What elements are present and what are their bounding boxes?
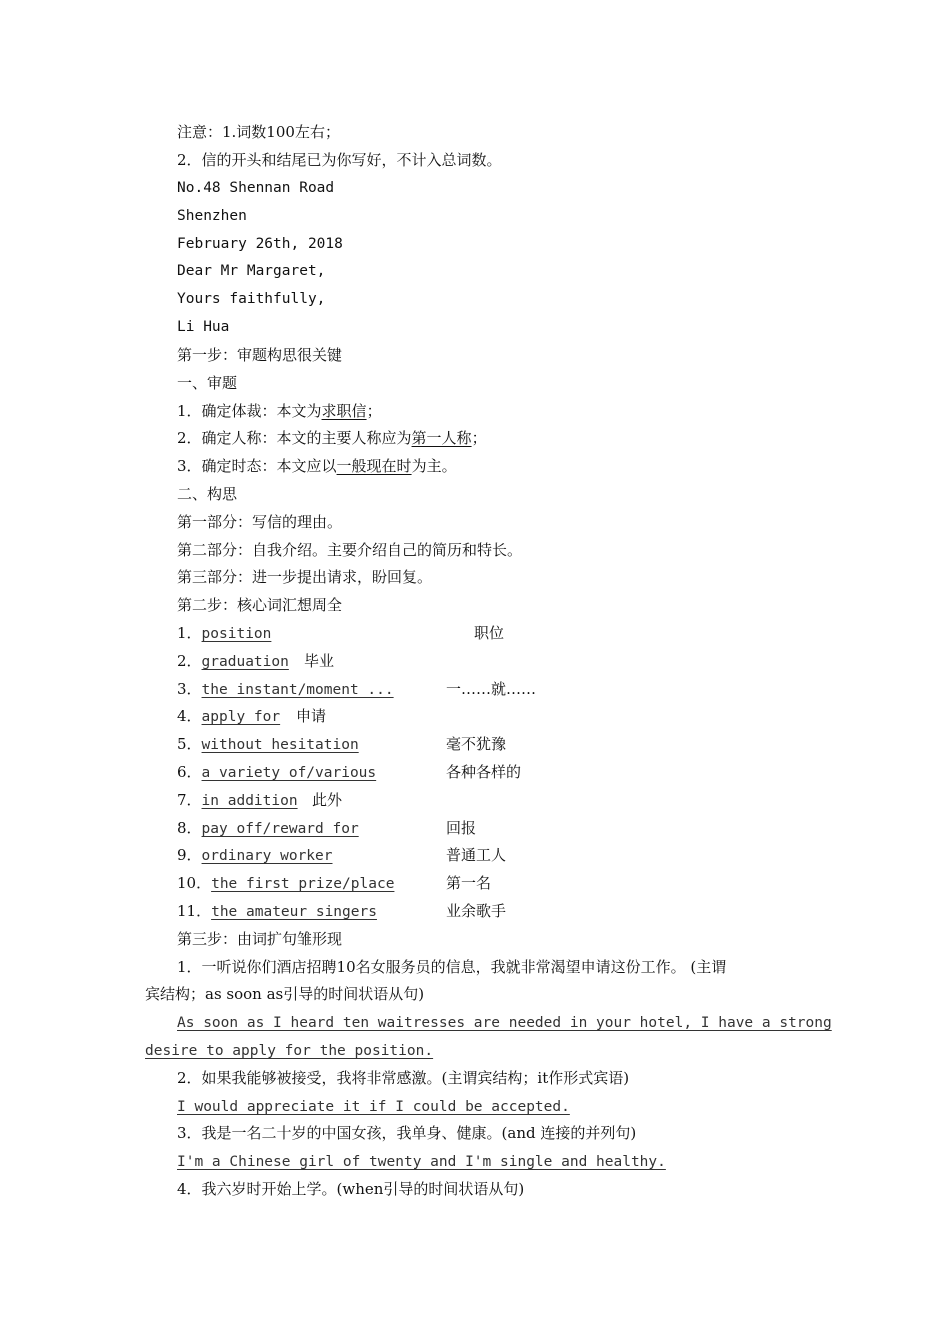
vocab-item	[177, 869, 492, 897]
vocab-meaning: 毫不犹豫	[446, 735, 507, 753]
letter-address-line1: No.48 Shennan Road	[177, 180, 335, 196]
vocab-meaning: 第一名	[446, 874, 492, 892]
sentence1-prompt: 1．一听说你们酒店招聘10名女服务员的信息，我就非常渴望申请这份工作。 (主谓	[177, 958, 727, 976]
vocab-term: position	[201, 626, 272, 642]
vocab-term: ordinary worker	[201, 848, 333, 864]
sentence1-prompt-cont: 宾结构；as soon as引导的时间状语从句)	[145, 985, 425, 1003]
vocab-meaning: 申请	[296, 707, 327, 725]
vocab-item	[177, 647, 335, 675]
review-item-suffix: ；	[471, 429, 487, 447]
letter-closing: Yours faithfully,	[177, 291, 326, 307]
vocab-term: in addition	[201, 793, 298, 809]
sentence1-answer-text: As soon as I heard ten waitresses are needed in your hotel, I have a strong	[177, 1015, 832, 1031]
note-word-count: 注意：1.词数100左右；	[177, 123, 340, 141]
vocab-num: 7．	[177, 791, 202, 809]
letter-date: February 26th, 2018	[177, 236, 343, 252]
plan-part-1: 第一部分：写信的理由。	[177, 513, 343, 531]
vocab-num: 6．	[177, 763, 202, 781]
vocab-item	[177, 619, 505, 647]
vocab-item	[177, 814, 477, 842]
vocab-meaning: 各种各样的	[446, 763, 522, 781]
vocab-num: 1．	[177, 624, 202, 642]
review-item-suffix: 为主。	[411, 457, 457, 475]
vocab-item	[177, 702, 327, 730]
sentence3-prompt: 3．我是一名二十岁的中国女孩，我单身、健康。(and 连接的并列句)	[177, 1124, 637, 1142]
review-item-prefix: 1．确定体裁：本文为	[177, 402, 322, 420]
sentence2-answer-text: I would appreciate it if I could be accepted.	[177, 1099, 570, 1115]
vocab-item	[177, 758, 522, 786]
plan-part-3: 第三部分：进一步提出请求，盼回复。	[177, 568, 433, 586]
letter-address-line2: Shenzhen	[177, 208, 247, 224]
vocab-term: a variety of/various	[201, 765, 377, 781]
vocab-item	[177, 786, 343, 814]
sentence3-answer	[177, 1147, 666, 1175]
vocab-num: 3．	[177, 680, 202, 698]
vocab-item	[177, 675, 537, 703]
letter-salutation: Dear Mr Margaret,	[177, 263, 326, 279]
sentence1-answer	[177, 1008, 832, 1036]
step1-plan-title: 二、构思	[177, 485, 238, 503]
vocab-item	[177, 730, 507, 758]
vocab-term: the instant/moment ...	[201, 682, 394, 698]
vocab-term: apply for	[201, 709, 281, 725]
review-item-prefix: 2．确定人称：本文的主要人称应为	[177, 429, 412, 447]
sentence2-answer	[177, 1092, 570, 1120]
review-item-tense	[177, 452, 457, 480]
review-item-genre	[177, 397, 382, 425]
vocab-term: the first prize/place	[211, 876, 395, 892]
note-letter-format: 2．信的开头和结尾已为你写好，不计入总词数。	[177, 151, 502, 169]
vocab-num: 4．	[177, 707, 202, 725]
review-item-suffix: ；	[366, 402, 382, 420]
plan-part-2: 第二部分：自我介绍。主要介绍自己的简历和特长。	[177, 541, 523, 559]
vocab-meaning: 回报	[446, 819, 477, 837]
sentence2-prompt: 2．如果我能够被接受，我将非常感激。(主谓宾结构；it作形式宾语)	[177, 1069, 630, 1087]
vocab-term: the amateur singers	[211, 904, 377, 920]
vocab-num: 2．	[177, 652, 202, 670]
vocab-term: graduation	[201, 654, 289, 670]
vocab-num: 11．	[177, 902, 212, 920]
vocab-meaning: 业余歌手	[446, 902, 507, 920]
vocab-num: 5．	[177, 735, 202, 753]
vocab-num: 9．	[177, 846, 202, 864]
step1-title: 第一步：审题构思很关键	[177, 346, 343, 364]
review-item-answer: 求职信	[321, 402, 367, 420]
vocab-meaning: 此外	[312, 791, 343, 809]
step3-title: 第三步：由词扩句雏形现	[177, 930, 343, 948]
vocab-meaning: 职位	[474, 624, 505, 642]
vocab-term: pay off/reward for	[201, 821, 359, 837]
review-item-person	[177, 424, 487, 452]
vocab-item	[177, 841, 507, 869]
review-item-answer: 一般现在时	[336, 457, 412, 475]
vocab-meaning: 毕业	[304, 652, 335, 670]
sentence1-answer-text: desire to apply for the position.	[145, 1043, 434, 1059]
step2-title: 第二步：核心词汇想周全	[177, 596, 343, 614]
review-item-answer: 第一人称	[411, 429, 472, 447]
letter-signature: Li Hua	[177, 319, 230, 335]
review-item-prefix: 3．确定时态：本文应以	[177, 457, 337, 475]
sentence1-answer-cont	[145, 1036, 433, 1064]
vocab-meaning: 普通工人	[446, 846, 507, 864]
sentence4-prompt: 4．我六岁时开始上学。(when引导的时间状语从句)	[177, 1180, 525, 1198]
vocab-meaning: 一……就……	[446, 680, 537, 698]
vocab-item	[177, 897, 507, 925]
vocab-num: 8．	[177, 819, 202, 837]
vocab-num: 10．	[177, 874, 212, 892]
step1-review-title: 一、审题	[177, 374, 238, 392]
sentence3-answer-text: I'm a Chinese girl of twenty and I'm single and healthy.	[177, 1154, 666, 1170]
vocab-term: without hesitation	[201, 737, 359, 753]
